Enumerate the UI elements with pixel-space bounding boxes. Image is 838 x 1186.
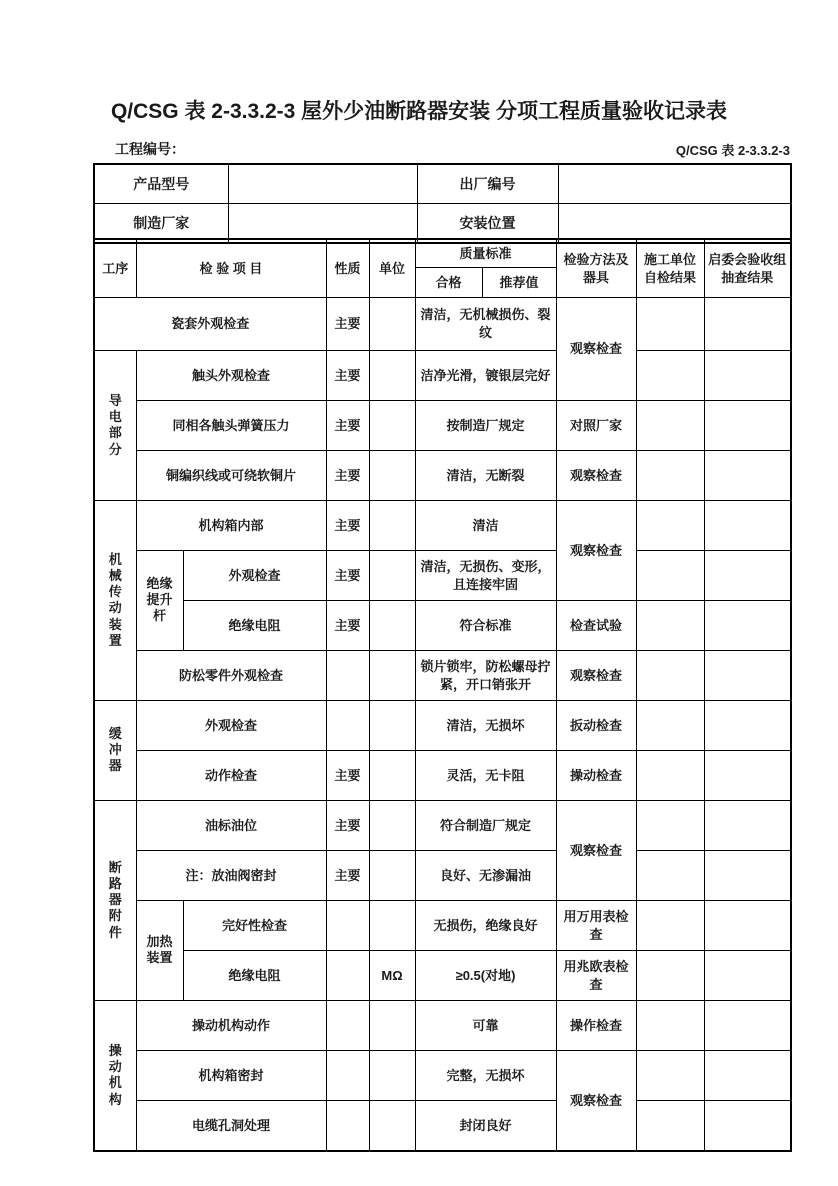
- info-table: [93, 163, 792, 244]
- spot-check-result-cell[interactable]: [704, 501, 791, 551]
- nature-cell: 主要: [326, 601, 369, 651]
- unit-cell: [369, 298, 415, 351]
- nature-cell: 主要: [326, 851, 369, 901]
- header-qualified: 合格: [415, 268, 482, 298]
- process-group-label: [94, 501, 136, 701]
- nature-cell: [326, 651, 369, 701]
- spot-check-result-cell[interactable]: [704, 401, 791, 451]
- self-check-result-cell[interactable]: [636, 401, 704, 451]
- process-group-text: 机械传动装置: [108, 551, 122, 648]
- method-cell: 观察检查: [556, 451, 636, 501]
- process-group-label: [94, 701, 136, 801]
- inspection-item: 外观检查: [183, 551, 326, 601]
- standard-cell: 无损伤，绝缘良好: [415, 901, 556, 951]
- standard-cell: 符合制造厂规定: [415, 801, 556, 851]
- method-cell: 观察检查: [556, 801, 636, 901]
- product-model-label: 产品型号: [94, 164, 228, 204]
- table-row: [94, 701, 791, 751]
- nature-cell: [326, 1051, 369, 1101]
- header-process: 工序: [94, 239, 136, 298]
- header-item: 检 验 项 目: [136, 239, 326, 298]
- standard-cell: 锁片锁牢，防松螺母拧紧，开口销张开: [415, 651, 556, 701]
- method-cell: 用兆欧表检查: [556, 951, 636, 1001]
- method-cell: 操作检查: [556, 1001, 636, 1051]
- inspection-item: 操动机构动作: [136, 1001, 326, 1051]
- nature-cell: 主要: [326, 451, 369, 501]
- table-row: [94, 351, 791, 401]
- header-unit: 单位: [369, 239, 415, 298]
- self-check-result-cell[interactable]: [636, 351, 704, 401]
- inspection-item: 油标油位: [136, 801, 326, 851]
- table-row: [94, 401, 791, 451]
- method-cell: 对照厂家: [556, 401, 636, 451]
- process-group-text: 操动机构: [108, 1042, 122, 1107]
- spot-check-result-cell[interactable]: [704, 551, 791, 601]
- unit-cell: [369, 651, 415, 701]
- inspection-item: 同相各触头弹簧压力: [136, 401, 326, 451]
- nature-cell: 主要: [326, 801, 369, 851]
- table-row: [94, 298, 791, 351]
- header-self-check: 施工单位自检结果: [636, 239, 704, 298]
- table-row: [94, 1101, 791, 1152]
- subgroup-text: 加热装置: [146, 934, 173, 966]
- table-row: [94, 951, 791, 1001]
- inspection-item: 注：放油阀密封: [136, 851, 326, 901]
- unit-cell: [369, 901, 415, 951]
- self-check-result-cell[interactable]: [636, 1051, 704, 1101]
- standard-cell: 洁净光滑，镀银层完好: [415, 351, 556, 401]
- unit-cell: [369, 401, 415, 451]
- method-cell: 操动检查: [556, 751, 636, 801]
- method-cell: 观察检查: [556, 501, 636, 601]
- method-cell: 观察检查: [556, 651, 636, 701]
- nature-cell: 主要: [326, 551, 369, 601]
- spot-check-result-cell[interactable]: [704, 451, 791, 501]
- standard-cell: 清洁，无损坏: [415, 701, 556, 751]
- self-check-result-cell[interactable]: [636, 601, 704, 651]
- unit-cell: [369, 1101, 415, 1152]
- standard-cell: 良好、无渗漏油: [415, 851, 556, 901]
- self-check-result-cell[interactable]: [636, 901, 704, 951]
- table-row: [94, 551, 791, 601]
- header-method: 检验方法及器具: [556, 239, 636, 298]
- standard-cell: 按制造厂规定: [415, 401, 556, 451]
- header-quality-standard: 质量标准: [415, 239, 556, 268]
- nature-cell: [326, 701, 369, 751]
- standard-cell: 清洁: [415, 501, 556, 551]
- unit-cell: MΩ: [369, 951, 415, 1001]
- table-row: [94, 451, 791, 501]
- unit-cell: [369, 501, 415, 551]
- self-check-result-cell[interactable]: [636, 501, 704, 551]
- self-check-result-cell[interactable]: [636, 1101, 704, 1152]
- self-check-result-cell[interactable]: [636, 801, 704, 851]
- spot-check-result-cell[interactable]: [704, 651, 791, 701]
- nature-cell: 主要: [326, 401, 369, 451]
- inspection-item: 完好性检查: [183, 901, 326, 951]
- self-check-result-cell[interactable]: [636, 298, 704, 351]
- standard-cell: 清洁，无断裂: [415, 451, 556, 501]
- nature-cell: 主要: [326, 751, 369, 801]
- method-cell: 用万用表检查: [556, 901, 636, 951]
- unit-cell: [369, 451, 415, 501]
- self-check-result-cell[interactable]: [636, 451, 704, 501]
- self-check-result-cell[interactable]: [636, 951, 704, 1001]
- inspection-item: 防松零件外观检查: [136, 651, 326, 701]
- header-spot-check: 启委会验收组抽查结果: [704, 239, 791, 298]
- table-row: [94, 901, 791, 951]
- standard-cell: 清洁，无损伤、变形，且连接牢固: [415, 551, 556, 601]
- table-row: [94, 651, 791, 701]
- spot-check-result-cell[interactable]: [704, 751, 791, 801]
- inspection-item: 机构箱内部: [136, 501, 326, 551]
- header-row-1: [94, 239, 791, 268]
- unit-cell: [369, 701, 415, 751]
- self-check-result-cell[interactable]: [636, 851, 704, 901]
- table-row: [94, 1051, 791, 1101]
- unit-cell: [369, 801, 415, 851]
- spot-check-result-cell[interactable]: [704, 801, 791, 851]
- inspection-item: 外观检查: [136, 701, 326, 751]
- spot-check-result-cell[interactable]: [704, 1051, 791, 1101]
- nature-cell: [326, 951, 369, 1001]
- standard-cell: 完整，无损坏: [415, 1051, 556, 1101]
- process-group-text: 缓冲器: [108, 725, 122, 774]
- table-row: [94, 801, 791, 851]
- self-check-result-cell[interactable]: [636, 751, 704, 801]
- unit-cell: [369, 351, 415, 401]
- spot-check-result-cell[interactable]: [704, 351, 791, 401]
- unit-cell: [369, 601, 415, 651]
- subgroup-label: [136, 551, 183, 651]
- table-row: [94, 751, 791, 801]
- process-group-text: 导电部分: [108, 392, 122, 457]
- self-check-result-cell[interactable]: [636, 651, 704, 701]
- nature-cell: 主要: [326, 351, 369, 401]
- process-group-label: [94, 1001, 136, 1152]
- table-row: [94, 851, 791, 901]
- header-nature: 性质: [326, 239, 369, 298]
- manufacturer-label: 制造厂家: [94, 204, 228, 244]
- meta-row: [93, 139, 790, 159]
- unit-cell: [369, 751, 415, 801]
- self-check-result-cell[interactable]: [636, 701, 704, 751]
- method-cell: 观察检查: [556, 1051, 636, 1152]
- standard-cell: 可靠: [415, 1001, 556, 1051]
- unit-cell: [369, 551, 415, 601]
- spot-check-result-cell[interactable]: [704, 851, 791, 901]
- process-group-text: 断路器附件: [108, 859, 122, 940]
- inspection-item: 绝缘电阻: [183, 951, 326, 1001]
- method-cell: 检查试验: [556, 601, 636, 651]
- standard-cell: 符合标准: [415, 601, 556, 651]
- table-ref: Q/CSG 表 2-3.3.2-3: [675, 143, 790, 158]
- product-model-value[interactable]: [228, 164, 417, 204]
- spot-check-result-cell[interactable]: [704, 601, 791, 651]
- install-location-label: 安装位置: [417, 204, 558, 244]
- table-row: [94, 601, 791, 651]
- inspection-item: 瓷套外观检查: [94, 298, 326, 351]
- spot-check-result-cell[interactable]: [704, 298, 791, 351]
- spot-check-result-cell[interactable]: [704, 1101, 791, 1152]
- nature-cell: [326, 1001, 369, 1051]
- standard-cell: 清洁，无机械损伤、裂纹: [415, 298, 556, 351]
- table-row: [94, 1001, 791, 1051]
- process-group-label: [94, 801, 136, 1001]
- unit-cell: [369, 1051, 415, 1101]
- project-no-label: 工程编号：: [115, 141, 185, 157]
- spot-check-result-cell[interactable]: [704, 901, 791, 951]
- nature-cell: 主要: [326, 501, 369, 551]
- unit-cell: [369, 1001, 415, 1051]
- self-check-result-cell[interactable]: [636, 551, 704, 601]
- inspection-item: 机构箱密封: [136, 1051, 326, 1101]
- header-recommended: 推荐值: [482, 268, 556, 298]
- unit-cell: [369, 851, 415, 901]
- page-title: Q/CSG 表 2-3.3.2-3 屋外少油断路器安装 分项工程质量验收记录表: [110, 100, 728, 123]
- inspection-item: 动作检查: [136, 751, 326, 801]
- subgroup-label: [136, 901, 183, 1001]
- factory-no-label: 出厂编号: [417, 164, 558, 204]
- nature-cell: [326, 1101, 369, 1152]
- subgroup-text: 绝缘提升杆: [146, 575, 173, 624]
- spot-check-result-cell[interactable]: [704, 1001, 791, 1051]
- process-group-label: [94, 351, 136, 501]
- nature-cell: 主要: [326, 298, 369, 351]
- info-row-product: [94, 164, 791, 204]
- spot-check-result-cell[interactable]: [704, 951, 791, 1001]
- inspection-table: [93, 238, 792, 1152]
- inspection-item: 铜编织线或可绕软铜片: [136, 451, 326, 501]
- table-row: [94, 501, 791, 551]
- self-check-result-cell[interactable]: [636, 1001, 704, 1051]
- inspection-item: 绝缘电阻: [183, 601, 326, 651]
- nature-cell: [326, 901, 369, 951]
- factory-no-value[interactable]: [558, 164, 791, 204]
- inspection-item: 触头外观检查: [136, 351, 326, 401]
- spot-check-result-cell[interactable]: [704, 701, 791, 751]
- method-cell: 扳动检查: [556, 701, 636, 751]
- inspection-item: 电缆孔洞处理: [136, 1101, 326, 1152]
- method-cell: 观察检查: [556, 298, 636, 401]
- standard-cell: 灵活，无卡阻: [415, 751, 556, 801]
- standard-cell: ≥0.5(对地): [415, 951, 556, 1001]
- standard-cell: 封闭良好: [415, 1101, 556, 1152]
